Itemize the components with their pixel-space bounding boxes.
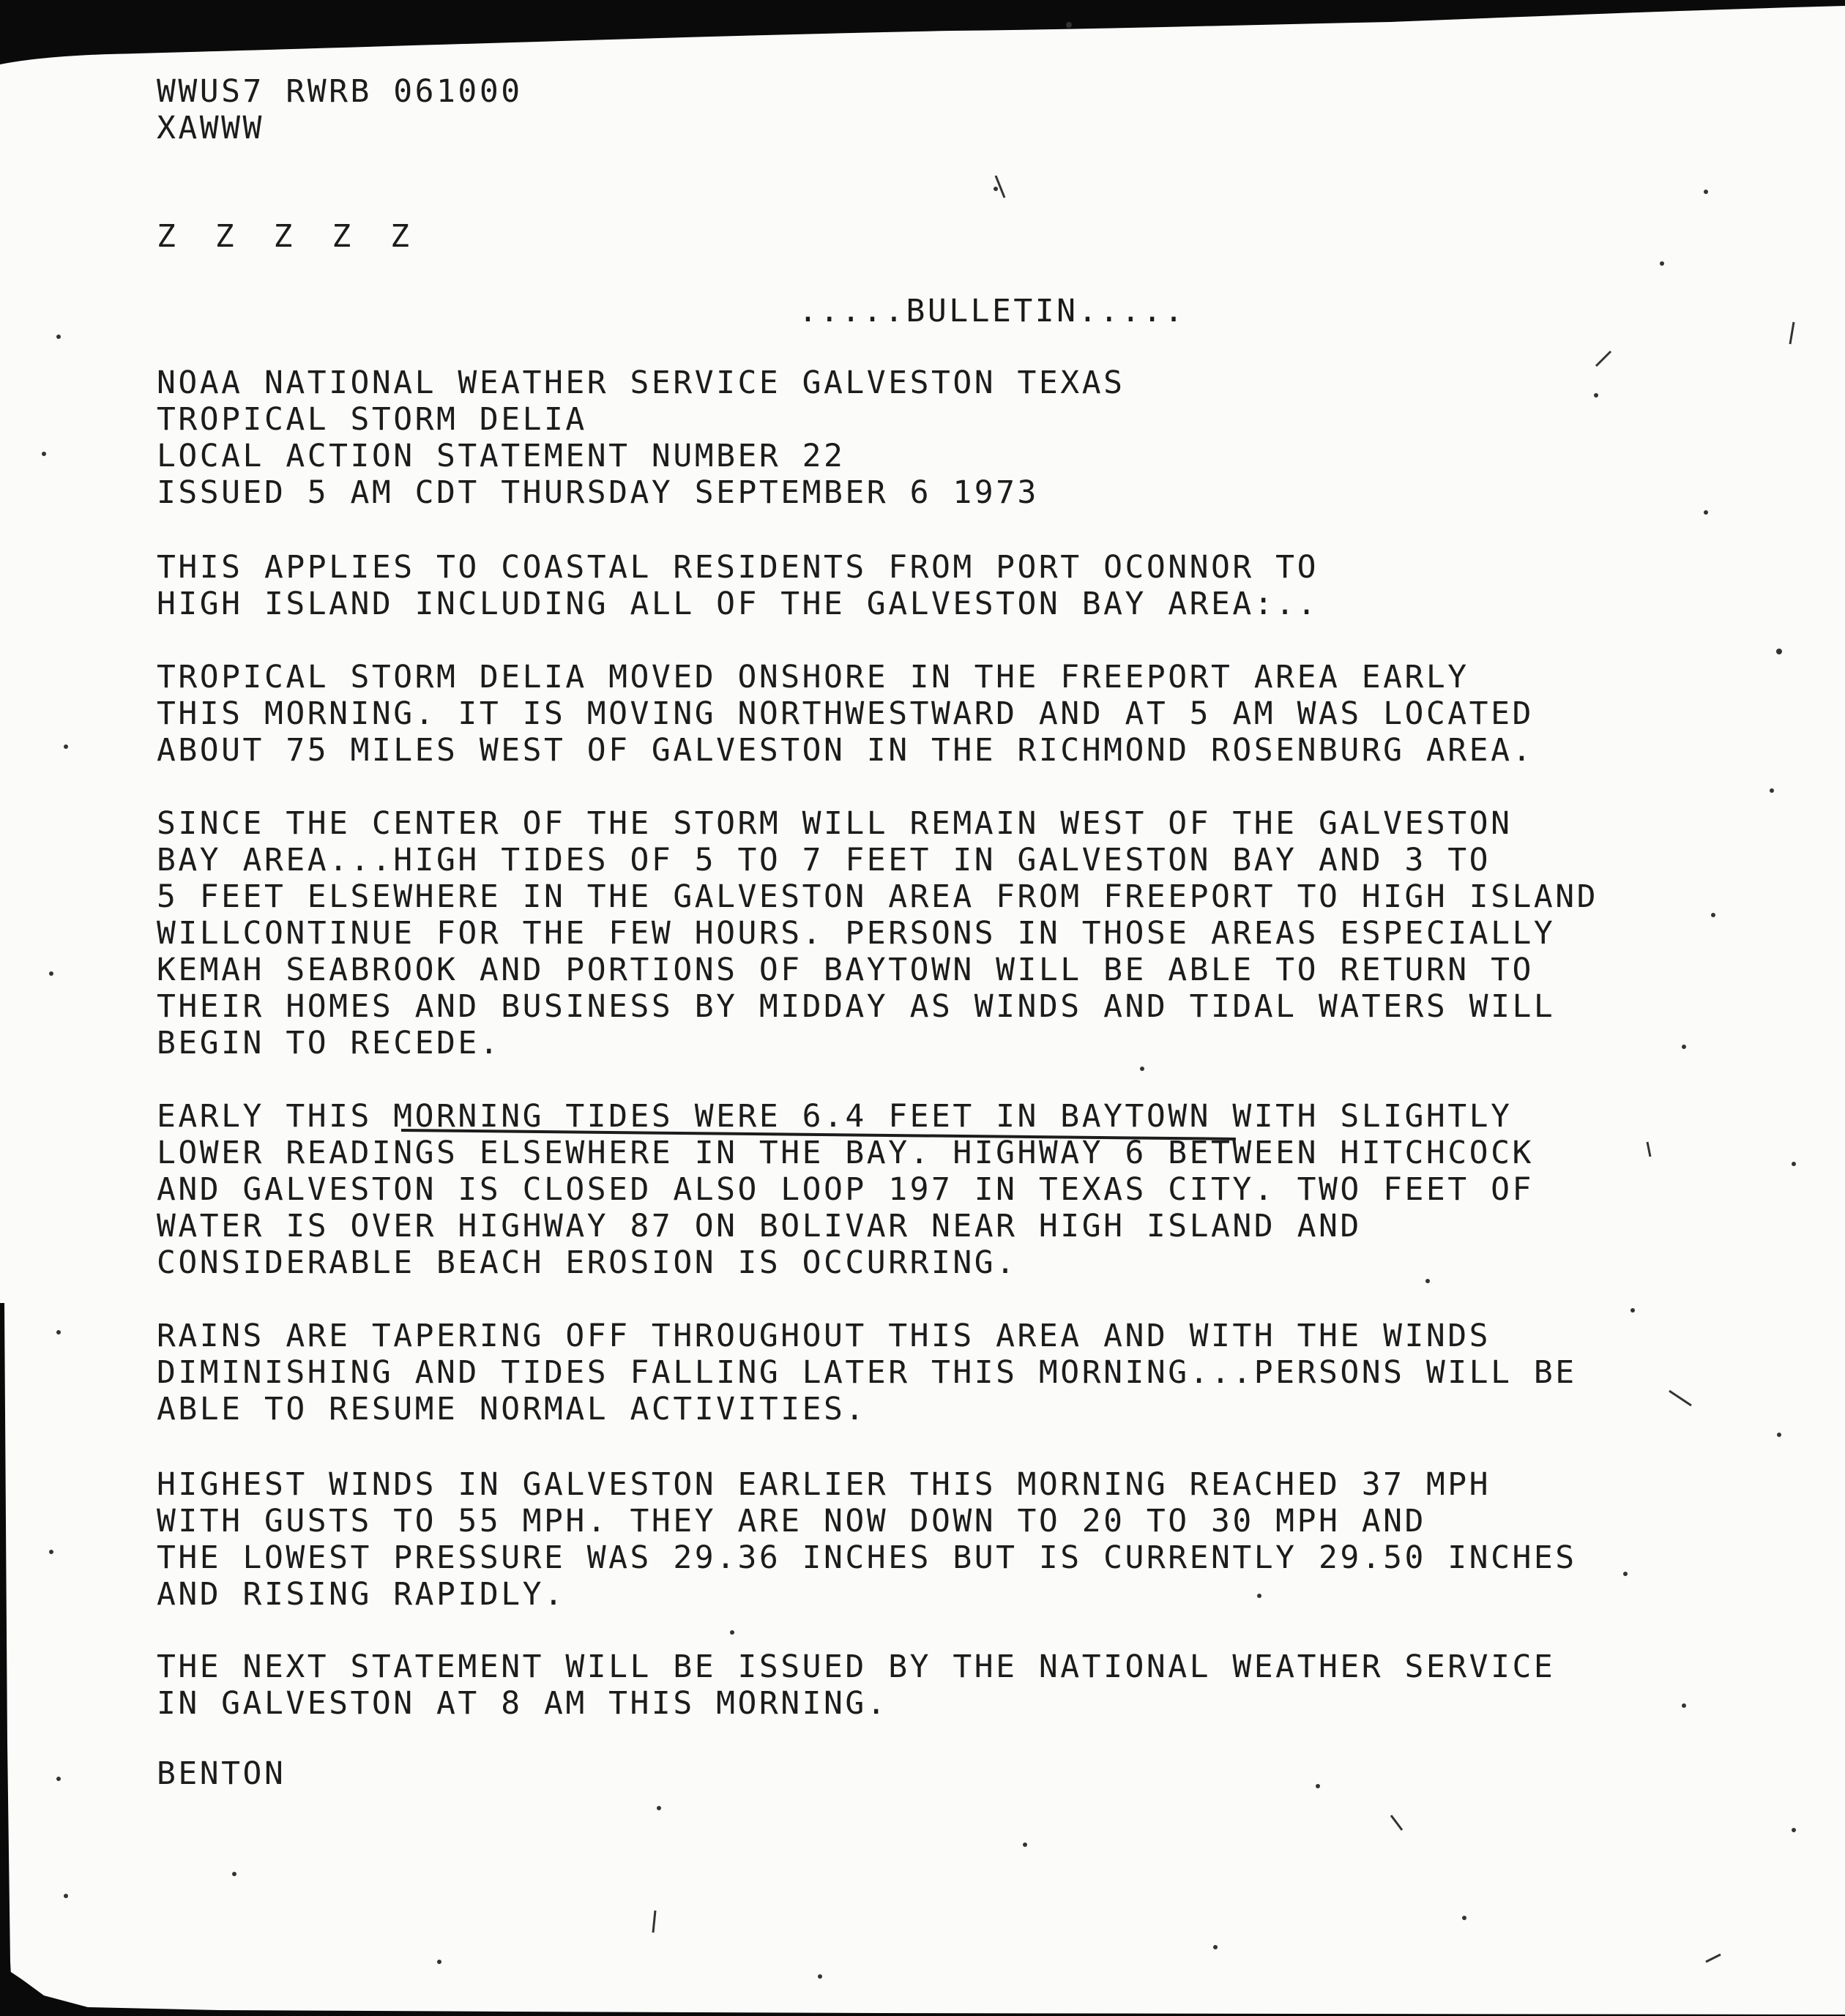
dark-left-edge <box>0 1303 13 2016</box>
heading-line: NOAA NATIONAL WEATHER SERVICE GALVESTON TEXAS <box>157 365 1125 401</box>
paragraph-line: LOWER READINGS ELSEWHERE IN THE BAY. HIGHWAY 6 BETWEEN HITCHCOCK <box>157 1135 1534 1171</box>
heading-line: LOCAL ACTION STATEMENT NUMBER 22 <box>157 438 846 474</box>
paragraph-line: HIGH ISLAND INCLUDING ALL OF THE GALVESTON BAY AREA:.. <box>157 586 1319 622</box>
paragraph-line: THEIR HOMES AND BUSINESS BY MIDDAY AS WINDS AND TIDAL WATERS WILL <box>157 988 1556 1025</box>
header-code-line: XAWWW <box>157 110 264 146</box>
torn-top-edge <box>0 0 1845 66</box>
paragraph-line: WITH GUSTS TO 55 MPH. THEY ARE NOW DOWN TO 20 TO 30 MPH AND <box>157 1503 1426 1539</box>
paragraph-road-closures <box>157 1098 1534 1281</box>
paragraph-line: ABLE TO RESUME NORMAL ACTIVITIES. <box>157 1391 867 1427</box>
zzzzz-marker: Z Z Z Z Z <box>157 218 420 255</box>
paragraph-line: TROPICAL STORM DELIA MOVED ONSHORE IN THE FREEPORT AREA EARLY <box>157 659 1469 695</box>
paragraph-line: CONSIDERABLE BEACH EROSION IS OCCURRING. <box>157 1244 1018 1281</box>
paragraph-line: THIS MORNING. IT IS MOVING NORTHWESTWARD AND AT 5 AM WAS LOCATED <box>157 695 1534 732</box>
paragraph-line: ABOUT 75 MILES WEST OF GALVESTON IN THE RICHMOND ROSENBURG AREA. <box>157 732 1534 769</box>
paragraph-line: AND RISING RAPIDLY. <box>157 1576 566 1613</box>
paragraph-line: SINCE THE CENTER OF THE STORM WILL REMAIN WEST OF THE GALVESTON <box>157 805 1513 842</box>
paragraph-line: 5 FEET ELSEWHERE IN THE GALVESTON AREA FROM FREEPORT TO HIGH ISLAND <box>157 878 1599 915</box>
bulletin-label: .....BULLETIN..... <box>798 293 1186 329</box>
paragraph-line: WILLCONTINUE FOR THE FEW HOURS. PERSONS IN THOSE AREAS ESPECIALLY <box>157 915 1556 952</box>
heading-line: TROPICAL STORM DELIA <box>157 401 587 438</box>
paragraph-line: BAY AREA...HIGH TIDES OF 5 TO 7 FEET IN GALVESTON BAY AND 3 TO <box>157 842 1491 878</box>
signature: BENTON <box>157 1755 286 1792</box>
paragraph-line: BEGIN TO RECEDE. <box>157 1025 502 1061</box>
paragraph-line: AND GALVESTON IS CLOSED ALSO LOOP 197 IN TEXAS CITY. TWO FEET OF <box>157 1171 1534 1208</box>
paragraph-line: THIS APPLIES TO COASTAL RESIDENTS FROM PORT OCONNOR TO <box>157 549 1319 586</box>
paragraph-storm-location <box>157 659 1534 769</box>
header-codes <box>157 73 523 146</box>
paragraph-high-tides <box>157 805 1598 1061</box>
paragraph-line: RAINS ARE TAPERING OFF THROUGHOUT THIS AREA AND WITH THE WINDS <box>157 1318 1491 1354</box>
paragraph-winds-pressure <box>157 1466 1577 1613</box>
paragraph-line: THE NEXT STATEMENT WILL BE ISSUED BY THE NATIONAL WEATHER SERVICE <box>157 1649 1556 1685</box>
paragraph-line: HIGHEST WINDS IN GALVESTON EARLIER THIS MORNING REACHED 37 MPH <box>157 1466 1491 1503</box>
paragraph-rains-tapering <box>157 1318 1577 1427</box>
paragraph-line: EARLY THIS MORNING TIDES WERE 6.4 FEET IN BAYTOWN WITH SLIGHTLY <box>157 1098 1513 1135</box>
dark-bottom-edge <box>0 1965 1845 2016</box>
paragraph-line: IN GALVESTON AT 8 AM THIS MORNING. <box>157 1685 889 1722</box>
statement-heading <box>157 365 1125 511</box>
paragraph-line: KEMAH SEABROOK AND PORTIONS OF BAYTOWN WILL BE ABLE TO RETURN TO <box>157 952 1534 988</box>
paragraph-line: WATER IS OVER HIGHWAY 87 ON BOLIVAR NEAR HIGH ISLAND AND <box>157 1208 1362 1244</box>
paragraph-line: DIMINISHING AND TIDES FALLING LATER THIS MORNING...PERSONS WILL BE <box>157 1354 1577 1391</box>
paragraph-next-statement <box>157 1649 1555 1722</box>
paragraph-coverage-area <box>157 549 1319 622</box>
header-code-line: WWUS7 RWRB 061000 <box>157 73 523 110</box>
paragraph-line: THE LOWEST PRESSURE WAS 29.36 INCHES BUT IS CURRENTLY 29.50 INCHES <box>157 1539 1577 1576</box>
heading-line: ISSUED 5 AM CDT THURSDAY SEPTEMBER 6 1973 <box>157 474 1039 511</box>
